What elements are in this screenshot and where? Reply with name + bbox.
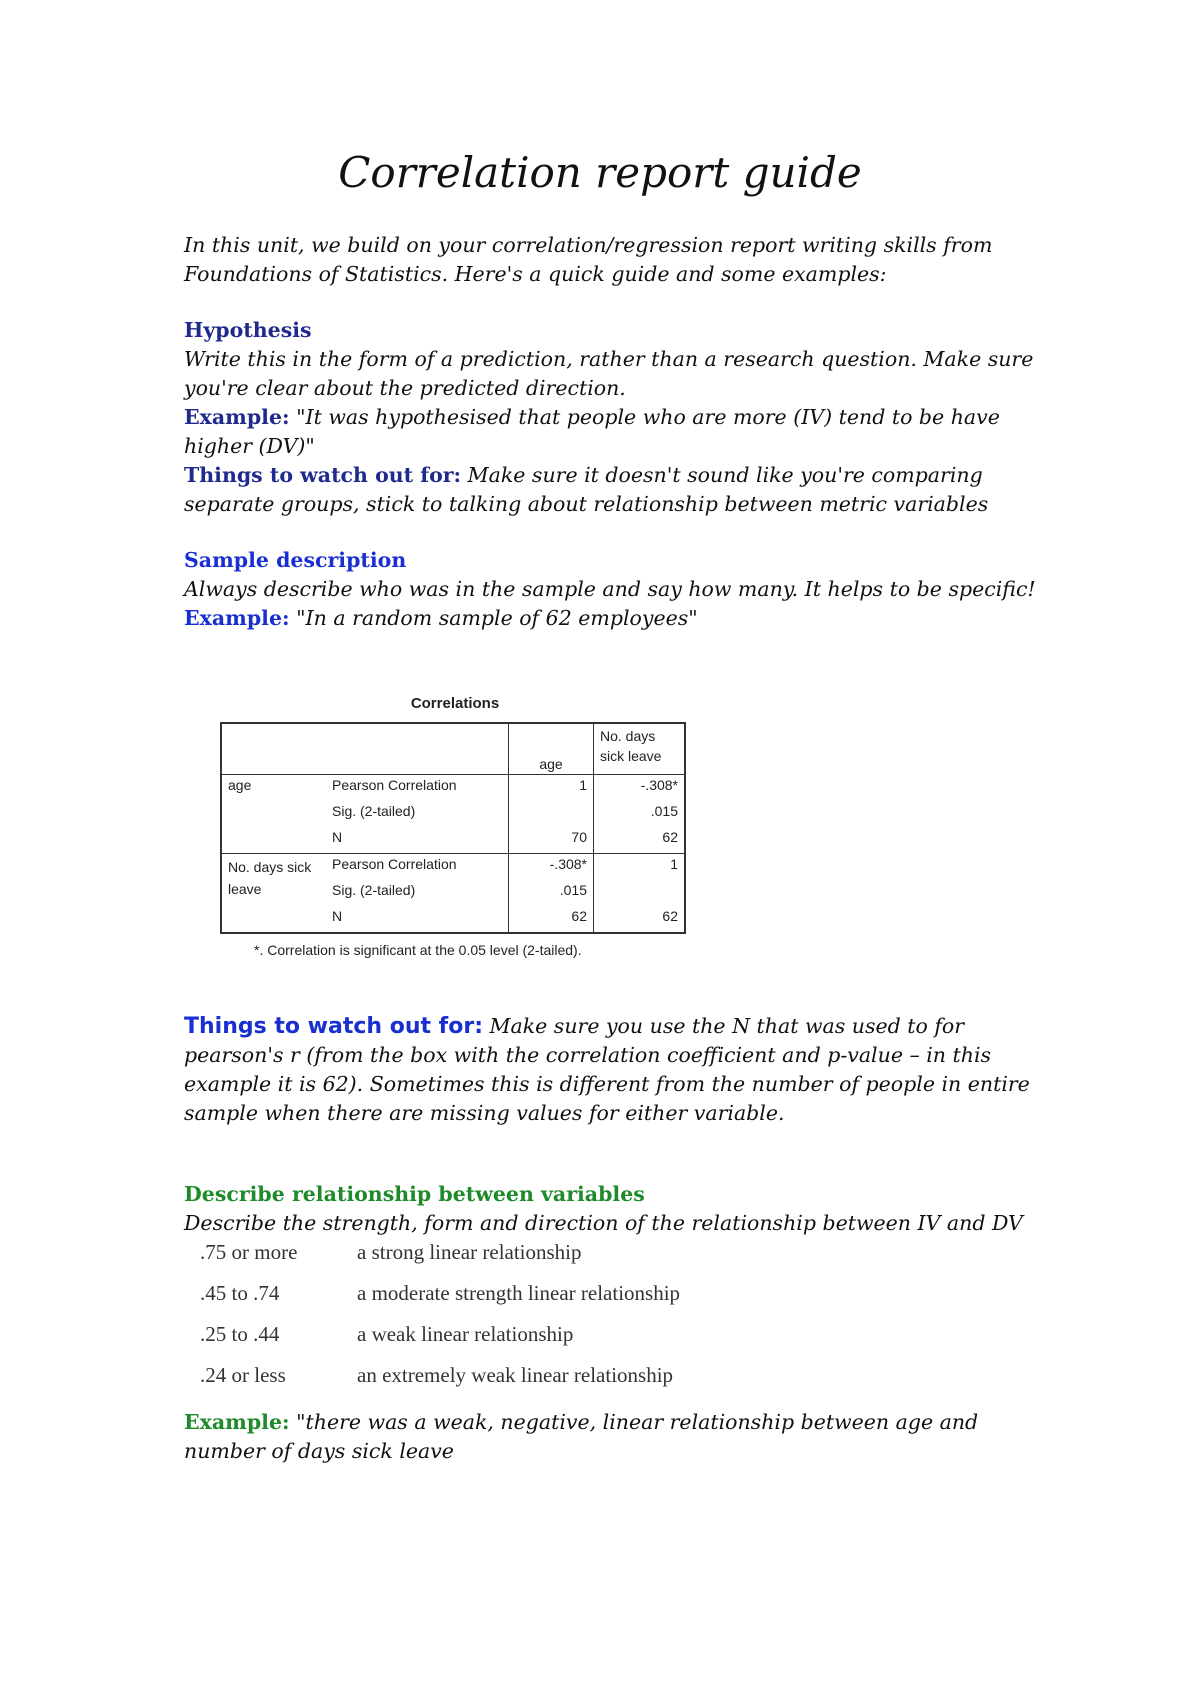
spss-footnote: *. Correlation is significant at the 0.05 level (2-tailed). — [254, 942, 582, 958]
spss-col-days: No. days sick leave — [600, 728, 662, 764]
relationship-example — [184, 1408, 1044, 1466]
spss-stat: Pearson Correlation — [326, 775, 509, 802]
hypothesis-example-text: "It was hypothesised that people who are more (IV) tend to be have higher (DV)" — [184, 405, 1000, 458]
example-label: Example: — [184, 405, 290, 429]
relationship-example-text: "there was a weak, negative, linear relationship between age and number of days sick leave — [184, 1410, 979, 1463]
spss-cell: .015 — [650, 803, 678, 819]
strength-ranges — [200, 1240, 680, 1404]
range-row — [200, 1281, 680, 1322]
spss-caption: Correlations — [410, 695, 500, 712]
spss-table — [220, 722, 686, 934]
spss-stat: N — [326, 827, 509, 854]
spss-row-label: No. days sick leave — [228, 859, 312, 897]
spss-empty — [221, 801, 326, 827]
hypothesis-watch — [184, 461, 1044, 519]
hypothesis-text: Write this in the form of a prediction, rather than a research question. Make sure you're clear about the predicted direction. — [184, 347, 1034, 400]
sample-section — [184, 546, 1044, 633]
range-desc: a moderate strength linear relationship — [357, 1281, 681, 1305]
hypothesis-example — [184, 403, 1044, 461]
sample-heading: Sample description — [184, 548, 407, 572]
range-row — [200, 1322, 680, 1363]
page-title: Correlation report guide — [338, 148, 862, 197]
spss-cell — [594, 880, 686, 906]
range-label: .75 or more — [200, 1240, 298, 1264]
range-desc: a weak linear relationship — [357, 1322, 574, 1346]
sample-example — [184, 604, 1044, 633]
spss-cell: .015 — [509, 880, 594, 906]
watch2-text: Make sure you use the N that was used to for pearson's r (from the box with the correlation coefficient and p-value – in this example it is 62). Sometimes this is different from the number of people in entire sample when there are missing values for either variable. — [184, 1014, 1030, 1125]
spss-empty — [221, 827, 326, 854]
spss-corner-cell — [221, 723, 509, 775]
spss-cell: 1 — [670, 856, 678, 872]
spss-stat: Pearson Correlation — [326, 854, 509, 881]
range-label: .24 or less — [200, 1363, 286, 1387]
spss-stat: Sig. (2-tailed) — [326, 801, 509, 827]
sample-text: Always describe who was in the sample and say how many. It helps to be specific! — [184, 577, 1036, 601]
spss-cell: -.308* — [509, 854, 594, 881]
range-row — [200, 1240, 680, 1281]
spss-correlations-table — [220, 695, 690, 958]
range-label: .45 to .74 — [200, 1281, 280, 1305]
spss-cell: 62 — [662, 908, 678, 924]
relationship-example-label: Example: — [184, 1410, 290, 1434]
hypothesis-watch-text: Make sure it doesn't sound like you're comparing separate groups, stick to talking about relationship between metric variables — [184, 463, 989, 516]
range-row — [200, 1363, 680, 1404]
spss-row-label: age — [228, 777, 252, 793]
spss-stat: Sig. (2-tailed) — [326, 880, 509, 906]
spss-cell: -.308* — [640, 777, 678, 793]
spss-cell: 70 — [509, 827, 594, 854]
hypothesis-section — [184, 316, 1044, 519]
range-desc: an extremely weak linear relationship — [357, 1363, 674, 1387]
range-desc: a strong linear relationship — [357, 1240, 582, 1264]
spss-stat: N — [326, 906, 509, 933]
relationship-section — [184, 1180, 1044, 1238]
watch-section — [184, 1012, 1044, 1128]
spss-col-age: age — [509, 723, 594, 775]
spss-cell: 62 — [509, 906, 594, 933]
hypothesis-heading: Hypothesis — [184, 318, 312, 342]
spss-cell: 1 — [509, 775, 594, 802]
sample-example-label: Example: — [184, 606, 290, 630]
relationship-text: Describe the strength, form and direction of the relationship between IV and DV — [184, 1211, 1023, 1235]
sample-example-text: "In a random sample of 62 employees" — [289, 606, 698, 630]
spss-cell: 62 — [662, 829, 678, 845]
relationship-heading: Describe relationship between variables — [184, 1182, 645, 1206]
range-label: .25 to .44 — [200, 1322, 280, 1346]
watch-label: Things to watch out for: — [184, 463, 462, 487]
spss-cell — [509, 801, 594, 827]
watch2-label: Things to watch out for: — [184, 1014, 483, 1039]
intro-paragraph: In this unit, we build on your correlation/regression report writing skills from Foundations of Statistics. Here's a quick guide and some examples: — [184, 233, 993, 286]
